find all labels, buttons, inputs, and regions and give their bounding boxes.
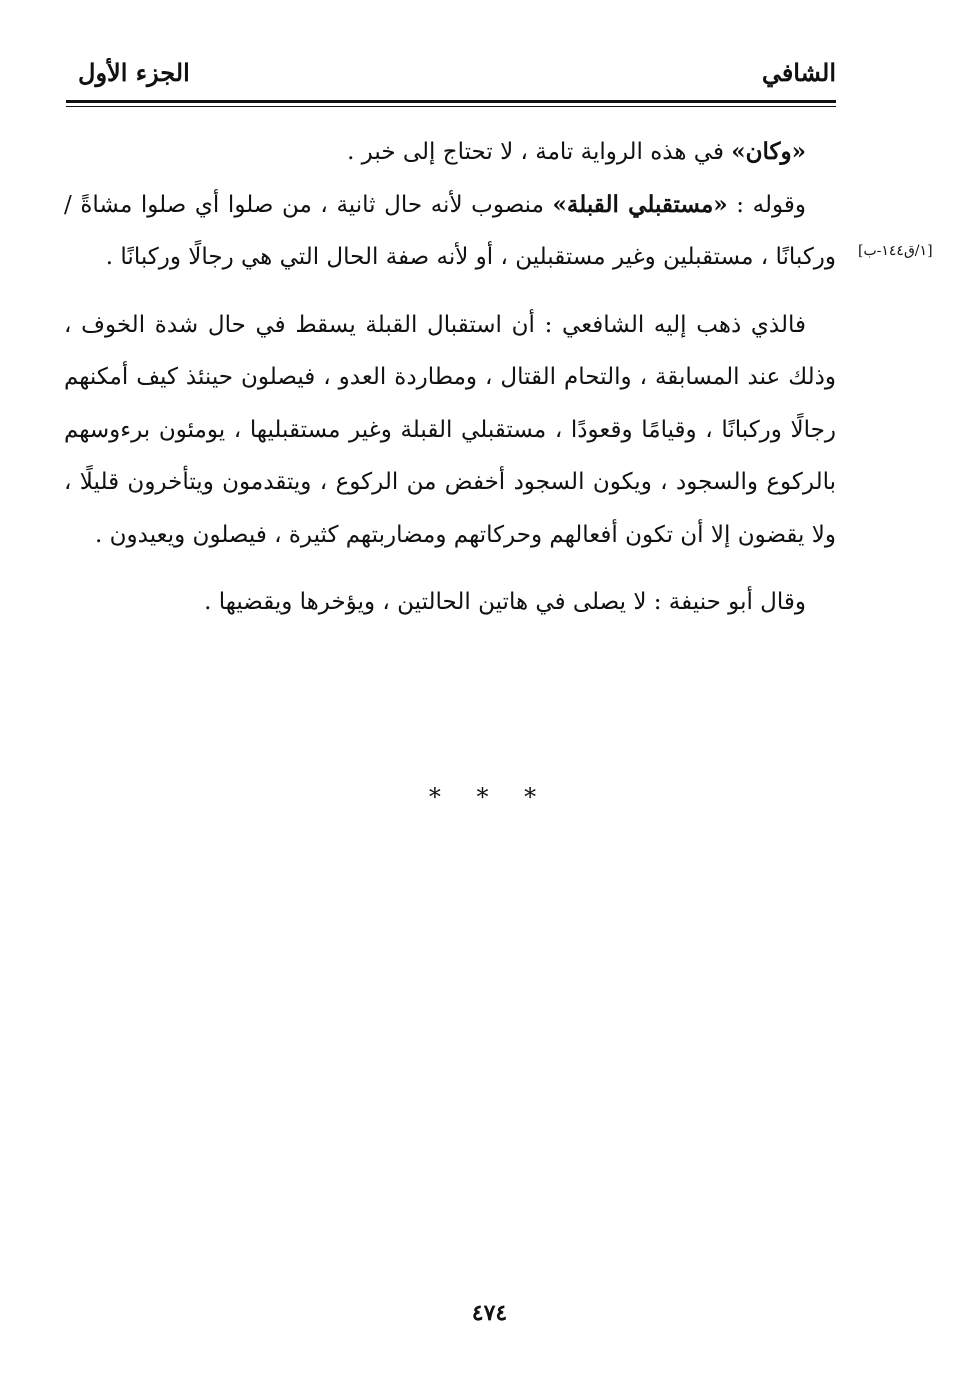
paragraph [64,576,836,629]
paragraph [64,299,836,562]
text-run: فالذي ذهب إليه الشافعي : أن استقبال القبلة يسقط في حال شدة الخوف ، وذلك عند المسابقة ، والتحام القتال ، ومطاردة العدو ، فيصلون حينئذ كيف أمكنهم رجالًا وركبانًا ، وقيامًا وقعودًا ، مستقبلي القبلة وغير مستقبليها ، يومئون برءوسهم بالركوع والسجود ، ويكون السجود أخفض من الركوع ، ويتقدمون ويتأخرون قليلًا ، ولا يقضون إلا أن تكون أفعالهم وحركاتهم ومضاربتهم كثيرة ، فيصلون ويعيدون . [64,311,836,548]
volume-label: الجزء الأول [78,58,190,87]
manuscript-folio-note: [١/ق١٤٤-ب] [858,243,933,259]
text-run: في هذه الرواية تامة ، لا تحتاج إلى خبر . [347,139,732,165]
main-text [64,126,836,629]
book-title: الشافي [761,58,836,87]
text-run: وقال أبو حنيفة : لا يصلى في هاتين الحالتين ، ويؤخرها ويقضيها . [204,589,806,615]
quoted-term: «وكان» [731,138,806,165]
quoted-term: «مستقبلي القبلة» [552,190,728,218]
paragraph [64,179,836,284]
page-number: ٤٧٤ [471,1300,508,1326]
paragraph [64,126,836,179]
section-separator: * * * [428,783,551,811]
text-run: وقوله : [727,191,806,218]
text-run: منصوب لأنه حال ثانية ، من صلوا أي صلوا مشاةً / وركبانًا ، مستقبلين وغير مستقبلين ، أو لأنه صفة الحال التي هي رجالًا وركبانًا . [64,191,836,270]
header-rule [66,100,836,103]
header-rule-thin [66,106,836,107]
